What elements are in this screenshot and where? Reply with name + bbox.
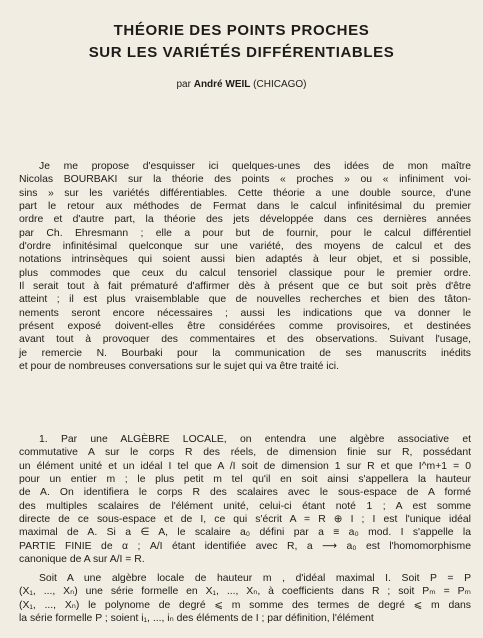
text-line: par Ch. Ehresmann ; elle a pour but de fournir, pour le calcul différentiel xyxy=(19,227,471,239)
text-line: maximal de A. Si a ∈ A, le scalaire a₀ défini par a ≡ a₀ mod. I s'appelle la xyxy=(19,527,471,539)
text-line: un élément unité et un idéal I tel que A /I soit de dimension 1 sur R et que I^m+1 = 0 xyxy=(19,460,471,472)
text-line: part le retour aux méthodes de Fermat dans le calcul infinitésimal du premier xyxy=(19,201,471,213)
text-line: Je me propose d'esquisser ici quelques-unes des idées de mon maître xyxy=(39,161,471,172)
text-line: présent exposé doivent-elles être considérées comme provisoires, et destinées xyxy=(19,321,471,333)
paragraph-section-1-continued xyxy=(19,572,471,625)
text-line: commutative A sur le corps R des réels, de dimension finie sur R, possédant xyxy=(19,447,471,459)
text-line: ordre et d'autre part, la théorie des jets développée dans ces dernières années xyxy=(19,214,471,226)
text-line: de A. On identifiera le corps R des scalaires avec le sous-espace de A formé xyxy=(19,487,471,499)
text-line: pour un entier m ; le plus petit m tel qu'il en soit ainsi s'appellera la hauteur xyxy=(19,474,471,486)
text-line: et pour de nombreuses conversations sur le sujet qui va être traité ici. xyxy=(19,361,339,373)
text-line: des multiples scalaires de l'élément unité, celui-ci étant noté 1 ; A est somme xyxy=(19,500,471,512)
text-line: plus commodes que ceux du calcul tensoriel classique pour le premier ordre. xyxy=(19,267,471,279)
text-line: nements seront encore nécessaires ; aussi les indications que va donner le xyxy=(19,307,471,319)
text-line: d'ordre infinitésimal quelconque sur une variété, des moyens de calcul et des xyxy=(19,241,471,253)
text-line: Soit A une algèbre locale de hauteur m , d'idéal maximal I. Soit P = P xyxy=(39,573,471,584)
author-affiliation: (CHICAGO) xyxy=(253,79,307,90)
text-line: directe de ce sous-espace et de I, ce qui s'écrit A = R ⊕ I ; I est l'unique idéal xyxy=(19,514,471,526)
title-line-1: THÉORIE DES POINTS PROCHES xyxy=(113,22,370,39)
text-line: (X₁, ..., Xₙ) une série formelle en X₁, ..., Xₙ, à coefficients dans R ; soit Pₘ = Pₘ xyxy=(19,586,471,598)
paragraph-intro xyxy=(19,160,471,374)
text-line: je remercie N. Bourbaki pour la communication de ses manuscrits inédits xyxy=(19,347,471,359)
text-line: (X₁, ..., Xₙ) le polynome de degré ⩽ m somme des termes de degré ⩽ m dans xyxy=(19,599,471,611)
text-line: Il serait tout à fait prématuré d'affirmer dès à présent que ce but soit près d'être xyxy=(19,281,471,293)
byline xyxy=(0,79,483,90)
paragraph-section-1 xyxy=(19,433,471,566)
text-line: la série formelle P ; soient i₁, ..., iₙ des éléments de I ; par définition, l'élément xyxy=(19,613,374,625)
title-line-2: SUR LES VARIÉTÉS DIFFÉRENTIABLES xyxy=(88,44,395,61)
author-name: André WEIL xyxy=(193,79,251,90)
byline-prefix: par xyxy=(176,79,191,90)
text-line: 1. Par une ALGÈBRE LOCALE, on entendra une algèbre associative et xyxy=(39,434,471,445)
text-line: canonique de A sur A/I = R. xyxy=(19,554,145,566)
text-line: avant tout à provoquer des commentaires et des observations. Suivant l'usage, xyxy=(19,334,471,346)
text-line: atteint ; il est plus vraisemblable que de nouvelles recherches et bien des tâton- xyxy=(19,294,471,306)
text-line: notations intrinsèques qui soient aussi bien adaptés à leur objet, et si possible, xyxy=(19,254,471,266)
text-line: Nicolas BOURBAKI sur la théorie des points « proches » ou « infiniment voi- xyxy=(19,174,471,186)
text-line: sins » sur les variétés différentiables. Cette théorie a une double source, d'une xyxy=(19,187,471,199)
text-line: PARTIE FINIE de α ; A/I étant identifiée avec R, a ⟶ a₀ est l'homomorphisme xyxy=(19,540,471,552)
